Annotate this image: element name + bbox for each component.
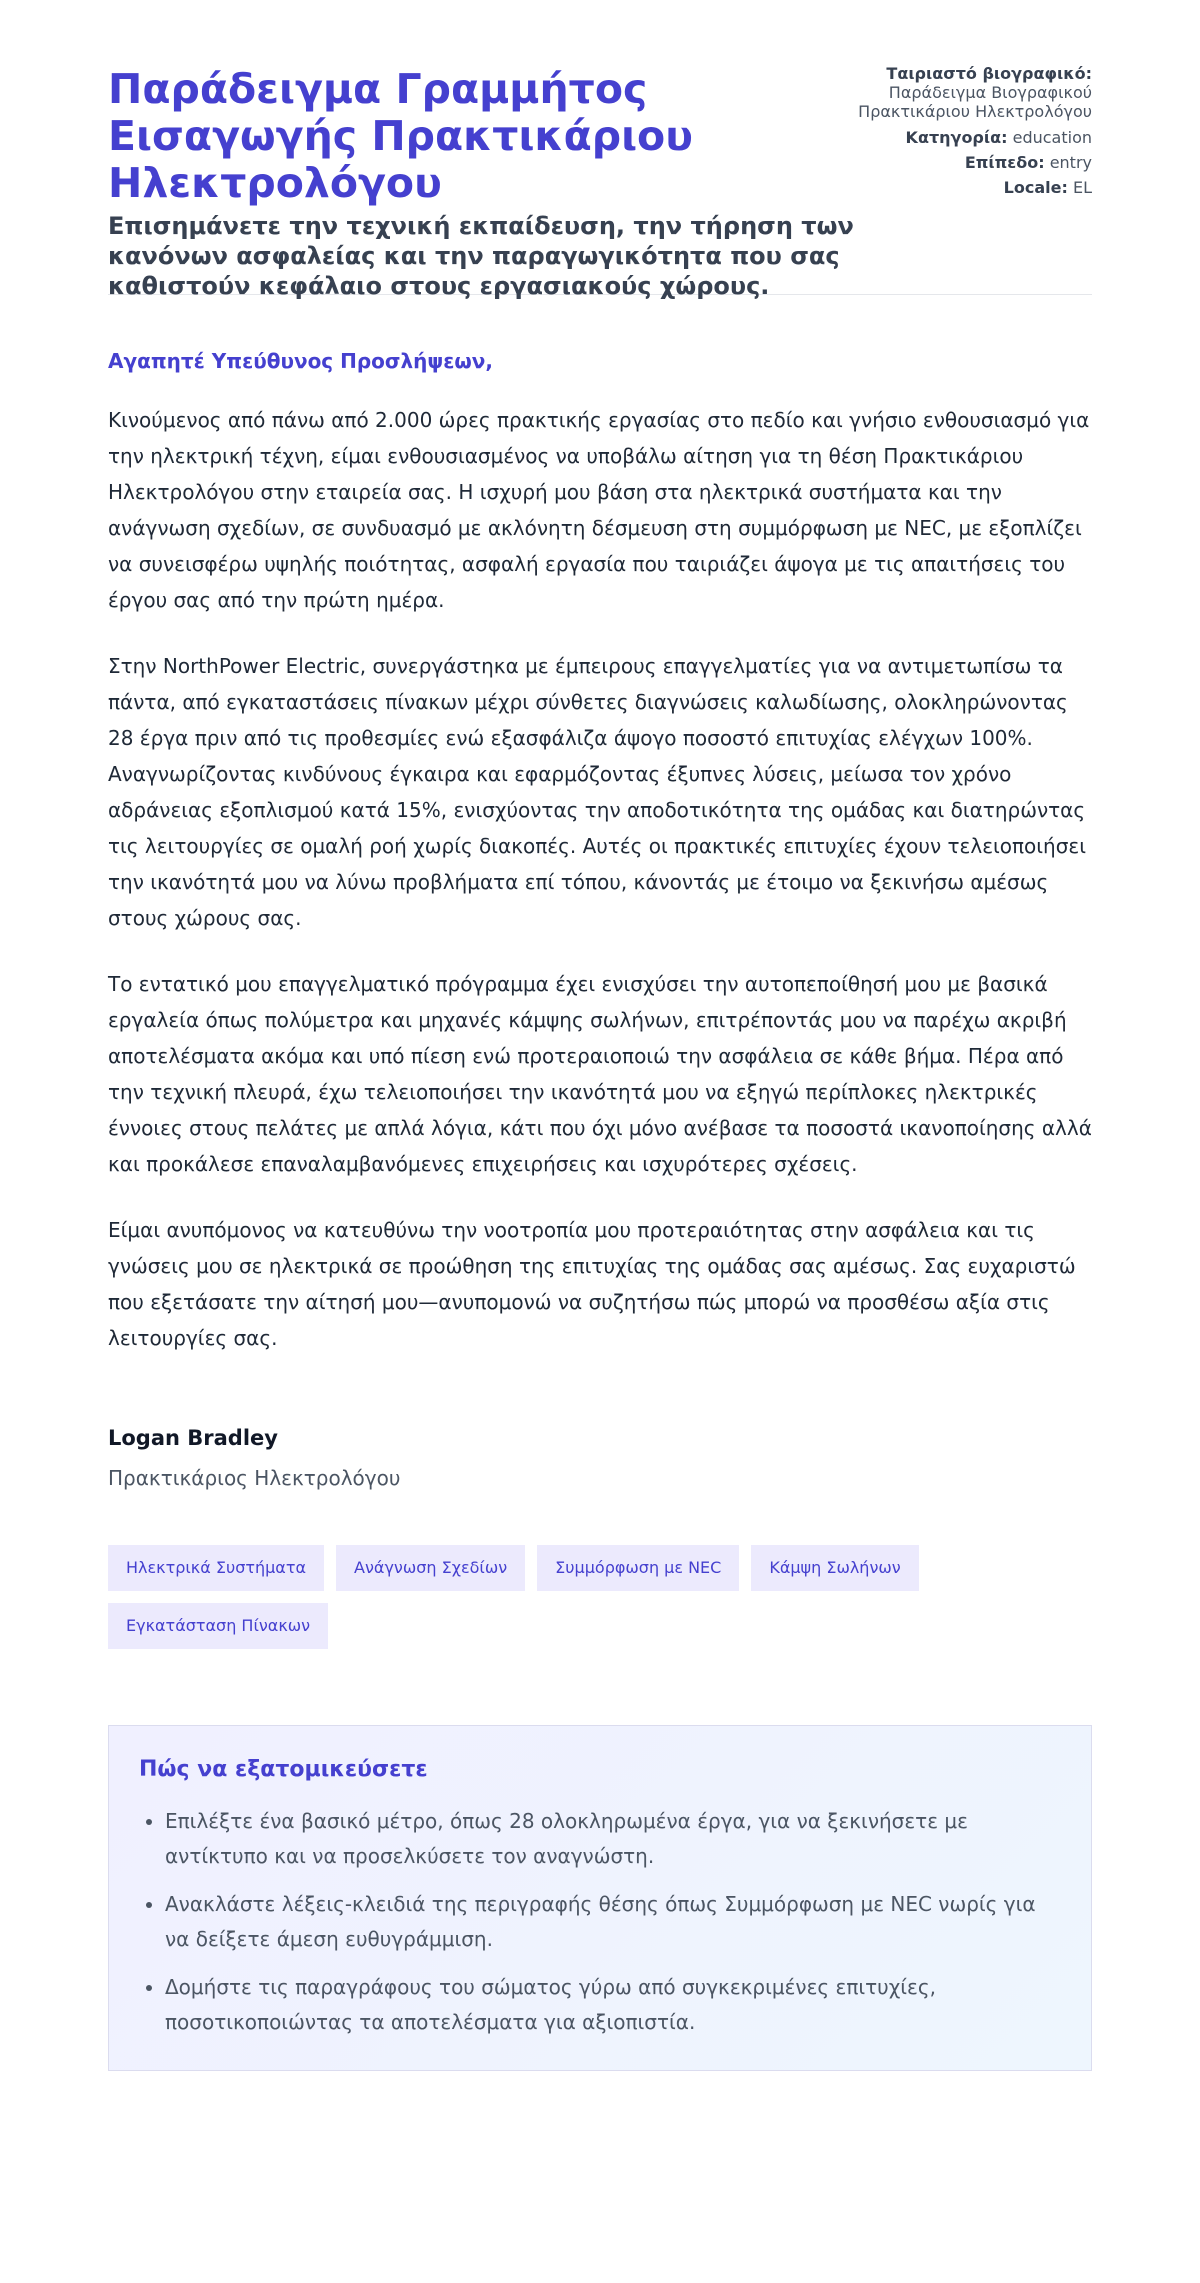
- signature-role: Πρακτικάριος Ηλεκτρολόγου: [108, 1466, 401, 1490]
- tips-item: • Δομήστε τις παραγράφους του σώματος γύρω από συγκεκριμένες επιτυχίες, ποσοτικοποιώντας τα αποτελέσματα για αξιοπιστία.: [165, 1970, 1061, 2040]
- tips-title: Πώς να εξατομικεύσετε: [139, 1757, 428, 1782]
- letter-paragraph-1: Κινούμενος από πάνω από 2.000 ώρες πρακτικής εργασίας στο πεδίο και γνήσιο ενθουσιασμό για την ηλεκτρική τέχνη, είμαι ενθουσιασμένος να υποβάλω αίτηση για τη θέση Πρακτικάριου Ηλεκτρολόγου στην εταιρεία σας. Η ισχυρή μου βάση στα ηλεκτρικά συστήματα και την ανάγνωση σχεδίων, σε συνδυασμό με ακλόνητη δέσμευση στη συμμόρφωση με NEC, με εξοπλίζει να συνεισφέρω υψηλής ποιότητας, ασφαλή εργασία που ταιριάζει άψογα με τις απαιτήσεις του έργου σας από την πρώτη ημέρα.: [108, 408, 1090, 612]
- meta-category: [852, 128, 1092, 147]
- meta-resume: [852, 64, 1092, 121]
- letter-paragraph-3: Το εντατικό μου επαγγελματικό πρόγραμμα έχει ενισχύσει την αυτοπεποίθησή μου με βασικά εργαλεία όπως πολύμετρα και μηχανές κάμψης σωλήνων, επιτρέποντάς μου να παρέχω ακριβή αποτελέσματα ακόμα και υπό πίεση ενώ προτεραιοποιώ την ασφάλεια σε κάθε βήμα. Πέρα από την τεχνική πλευρά, έχω τελειοποιήσει την ικανότητά μου να εξηγώ περίπλοκες ηλεκτρικές έννοιες στους πελάτες με απλά λόγια, κάτι που όχι μόνο ανέβασε τα ποσοστά ικανοποίησης αλλά και προκάλεσε επαναλαμβανόμενες επιχειρήσεις και ισχυρότερες σχέσεις.: [108, 972, 1092, 1176]
- skill-tag: Ανάγνωση Σχεδίων: [336, 1545, 525, 1591]
- tips-item: • Ανακλάστε λέξεις-κλειδιά της περιγραφής θέσης όπως Συμμόρφωση με NEC νωρίς για να δείξετε άμεση ευθυγράμμιση.: [165, 1887, 1061, 1957]
- letter-greeting: Αγαπητέ Υπεύθυνος Προσλήψεων,: [108, 349, 494, 373]
- skill-tag: Συμμόρφωση με NEC: [537, 1545, 739, 1591]
- meta-level-label: Επίπεδο:: [964, 153, 1045, 172]
- meta-locale-label: Locale:: [1003, 178, 1068, 197]
- meta-resume-link[interactable]: Παράδειγμα Βιογραφικού Πρακτικάριου Ηλεκτρολόγου: [858, 83, 1092, 121]
- meta-resume-label: Ταιριαστό βιογραφικό:: [886, 64, 1092, 83]
- tips-item: • Επιλέξτε ένα βασικό μέτρο, όπως 28 ολοκληρωμένα έργα, για να ξεκινήσετε με αντίκτυπο και να προσελκύσετε τον αναγνώστη.: [165, 1804, 1061, 1874]
- skill-tag: Εγκατάσταση Πίνακων: [108, 1603, 328, 1649]
- tips-list: [139, 1804, 1061, 2040]
- page-title: Παράδειγμα Γραμμήτος Εισαγωγής Πρακτικάριου Ηλεκτρολόγου: [108, 65, 693, 207]
- meta-category-value: education: [1012, 128, 1092, 147]
- meta-locale: [852, 178, 1092, 197]
- letter-paragraph-2: Στην NorthPower Electric, συνεργάστηκα με έμπειρους επαγγελματίες για να αντιμετωπίσω τα πάντα, από εγκαταστάσεις πίνακων μέχρι σύνθετες διαγνώσεις καλωδίωσης, ολοκληρώνοντας 28 έργα πριν από τις προθεσμίες ενώ εξασφάλιζα άψογο ποσοστό επιτυχίας ελέγχων 100%. Αναγνωρίζοντας κινδύνους έγκαιρα και εφαρμόζοντας έξυπνες λύσεις, μείωσα τον χρόνο αδράνειας εξοπλισμού κατά 15%, ενισχύοντας την αποδοτικότητα της ομάδας και διατηρώντας τις λειτουργίες σε ομαλή ροή χωρίς διακοπές. Αυτές οι πρακτικές επιτυχίες έχουν τελειοποιήσει την ικανότητά μου να λύνω προβλήματα επί τόπου, κάνοντάς με έτοιμο να ξεκινήσω αμέσως στους χώρους σας.: [108, 654, 1086, 930]
- skill-tags: [108, 1545, 1008, 1649]
- meta-level-value: entry: [1049, 153, 1092, 172]
- customization-tips-box: [108, 1725, 1092, 2071]
- page-header: [108, 0, 1092, 300]
- meta-level: [852, 153, 1092, 172]
- letter-paragraph-4: Είμαι ανυπόμονος να κατευθύνω την νοοτροπία μου προτεραιότητας στην ασφάλεια και τις γνώσεις μου σε ηλεκτρικά σε προώθηση της επιτυχίας της ομάδας σας αμέσως. Σας ευχαριστώ που εξετάσατε την αίτησή μου—ανυπομονώ να συζητήσω πώς μπορώ να προσθέσω αξία στις λειτουργίες σας.: [108, 1218, 1076, 1350]
- meta-locale-value: EL: [1072, 178, 1092, 197]
- skill-tag: Κάμψη Σωλήνων: [751, 1545, 918, 1591]
- meta-panel: [852, 64, 1092, 203]
- signature-name: Logan Bradley: [108, 1426, 278, 1450]
- skill-tag: Ηλεκτρικά Συστήματα: [108, 1545, 324, 1591]
- meta-category-label: Κατηγορία:: [905, 128, 1008, 147]
- page-subtitle: Επισημάνετε την τεχνική εκπαίδευση, την τήρηση των κανόνων ασφαλείας και την παραγωγικότητα που σας καθιστούν κεφάλαιο στους εργασιακούς χώρους.: [108, 212, 854, 300]
